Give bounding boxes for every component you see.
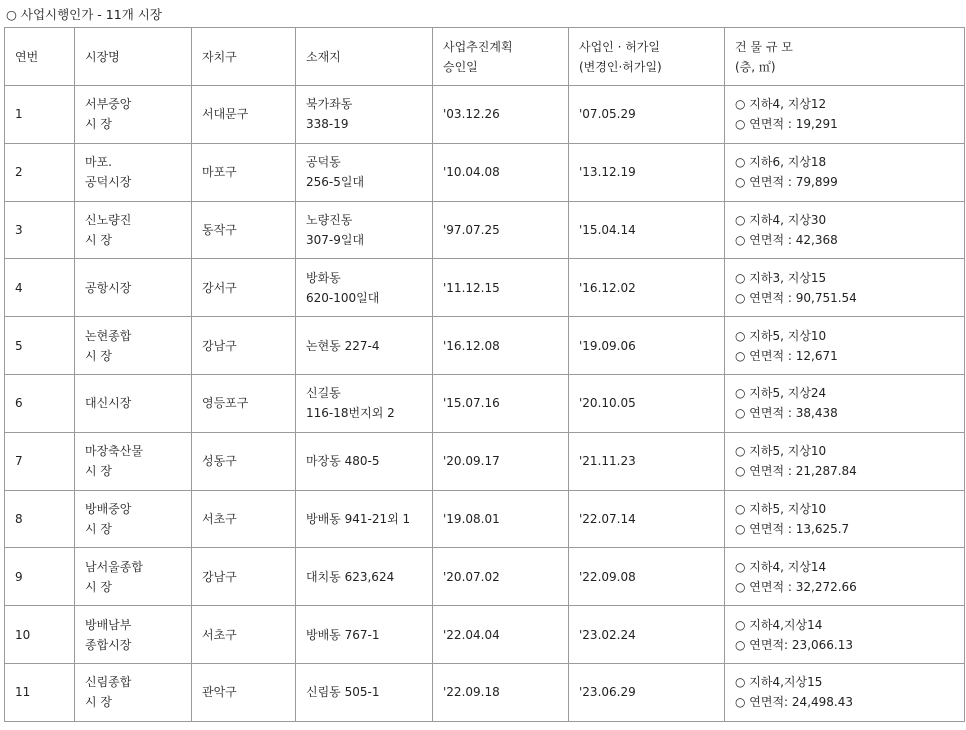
market-name-line: 시 장 xyxy=(85,232,112,247)
table-row xyxy=(5,548,965,606)
table-row xyxy=(5,606,965,664)
address-line: 대치동 623,624 xyxy=(306,569,395,584)
market-name-line: 공항시장 xyxy=(85,280,132,295)
cell-building-scale xyxy=(725,432,965,490)
scale-line: ○ 연면적 : 13,625.7 xyxy=(735,521,850,536)
address-line: 신림동 505-1 xyxy=(306,685,380,700)
cell-building-scale xyxy=(725,201,965,259)
cell-no: 9 xyxy=(5,548,75,606)
scale-line: ○ 연면적 : 79,899 xyxy=(735,175,838,190)
table-row xyxy=(5,374,965,432)
cell-building-scale xyxy=(725,374,965,432)
cell-district: 성동구 xyxy=(192,432,296,490)
cell-district: 서초구 xyxy=(192,490,296,548)
market-name-line: 공덕시장 xyxy=(85,175,132,190)
address-line: 방배동 767-1 xyxy=(306,627,380,642)
header-market: 시장명 xyxy=(75,28,192,86)
cell-approval-date: '16.12.08 xyxy=(433,317,569,375)
header-permit-line: (변경인·허가일) xyxy=(579,59,662,74)
market-name-line: 서부중앙 xyxy=(85,97,132,112)
address-line: 노량진동 xyxy=(306,212,353,227)
scale-line: ○ 연면적 : 90,751.54 xyxy=(735,290,857,305)
scale-line: ○ 지하5, 지상10 xyxy=(735,444,827,459)
header-scale xyxy=(725,28,965,86)
table-row xyxy=(5,259,965,317)
market-name-line: 시 장 xyxy=(85,521,112,536)
cell-approval-date: '20.07.02 xyxy=(433,548,569,606)
address-line: 256-5일대 xyxy=(306,175,365,190)
header-approval-line: 사업추진계획 xyxy=(443,39,513,54)
cell-permit-date: '13.12.19 xyxy=(569,143,725,201)
header-no: 연번 xyxy=(5,28,75,86)
scale-line: ○ 연면적 : 12,671 xyxy=(735,348,838,363)
cell-market xyxy=(75,317,192,375)
cell-building-scale xyxy=(725,490,965,548)
cell-permit-date: '22.07.14 xyxy=(569,490,725,548)
scale-line: ○ 연면적 : 19,291 xyxy=(735,117,838,132)
cell-market xyxy=(75,86,192,144)
table-row xyxy=(5,143,965,201)
cell-approval-date: '22.09.18 xyxy=(433,663,569,721)
cell-no: 2 xyxy=(5,143,75,201)
address-line: 논현동 227-4 xyxy=(306,338,380,353)
cell-market xyxy=(75,432,192,490)
cell-approval-date: '20.09.17 xyxy=(433,432,569,490)
cell-market xyxy=(75,663,192,721)
market-name-line: 시 장 xyxy=(85,579,112,594)
address-line: 620-100일대 xyxy=(306,290,380,305)
cell-market xyxy=(75,143,192,201)
scale-line: ○ 지하4, 지상14 xyxy=(735,559,827,574)
cell-building-scale xyxy=(725,606,965,664)
cell-building-scale xyxy=(725,259,965,317)
cell-building-scale xyxy=(725,86,965,144)
header-approval xyxy=(433,28,569,86)
address-line: 방배동 941-21외 1 xyxy=(306,511,411,526)
cell-district: 관악구 xyxy=(192,663,296,721)
scale-line: ○ 지하4, 지상12 xyxy=(735,97,827,112)
address-line: 공덕동 xyxy=(306,155,341,170)
cell-permit-date: '21.11.23 xyxy=(569,432,725,490)
cell-approval-date: '11.12.15 xyxy=(433,259,569,317)
cell-permit-date: '15.04.14 xyxy=(569,201,725,259)
scale-line: ○ 지하5, 지상10 xyxy=(735,328,827,343)
cell-no: 8 xyxy=(5,490,75,548)
market-name-line: 대신시장 xyxy=(85,396,132,411)
table-caption: ○ 사업시행인가 - 11개 시장 xyxy=(6,7,162,22)
cell-address xyxy=(296,259,433,317)
table-row xyxy=(5,317,965,375)
cell-address xyxy=(296,374,433,432)
cell-district: 강서구 xyxy=(192,259,296,317)
scale-line: ○ 연면적: 24,498.43 xyxy=(735,695,853,710)
header-permit-line: 사업인 · 허가일 xyxy=(579,39,660,54)
cell-building-scale xyxy=(725,663,965,721)
scale-line: ○ 지하5, 지상24 xyxy=(735,386,827,401)
market-table xyxy=(4,27,965,722)
market-name-line: 마장축산물 xyxy=(85,444,143,459)
cell-approval-date: '15.07.16 xyxy=(433,374,569,432)
address-line: 방화동 xyxy=(306,270,341,285)
cell-district: 마포구 xyxy=(192,143,296,201)
cell-address xyxy=(296,317,433,375)
cell-building-scale xyxy=(725,548,965,606)
cell-district: 서초구 xyxy=(192,606,296,664)
header-scale-line: (층, ㎡) xyxy=(735,59,776,74)
scale-line: ○ 지하4,지상15 xyxy=(735,675,823,690)
scale-line: ○ 지하4, 지상30 xyxy=(735,212,827,227)
cell-permit-date: '19.09.06 xyxy=(569,317,725,375)
cell-market xyxy=(75,606,192,664)
cell-approval-date: '10.04.08 xyxy=(433,143,569,201)
scale-line: ○ 연면적 : 32,272.66 xyxy=(735,579,857,594)
cell-address xyxy=(296,201,433,259)
market-name-line: 시 장 xyxy=(85,464,112,479)
table-row xyxy=(5,201,965,259)
scale-line: ○ 연면적 : 38,438 xyxy=(735,406,838,421)
cell-permit-date: '07.05.29 xyxy=(569,86,725,144)
header-address: 소재지 xyxy=(296,28,433,86)
market-name-line: 신노량진 xyxy=(85,212,132,227)
cell-approval-date: '97.07.25 xyxy=(433,201,569,259)
cell-permit-date: '23.06.29 xyxy=(569,663,725,721)
scale-line: ○ 연면적 : 42,368 xyxy=(735,232,838,247)
cell-market xyxy=(75,259,192,317)
scale-line: ○ 지하4,지상14 xyxy=(735,617,823,632)
cell-market xyxy=(75,548,192,606)
cell-no: 4 xyxy=(5,259,75,317)
cell-market xyxy=(75,490,192,548)
market-name-line: 시 장 xyxy=(85,348,112,363)
cell-address xyxy=(296,663,433,721)
header-scale-line: 건 물 규 모 xyxy=(735,39,793,54)
cell-no: 1 xyxy=(5,86,75,144)
cell-approval-date: '22.04.04 xyxy=(433,606,569,664)
address-line: 307-9일대 xyxy=(306,232,365,247)
cell-address xyxy=(296,86,433,144)
scale-line: ○ 연면적 : 21,287.84 xyxy=(735,464,857,479)
cell-address xyxy=(296,606,433,664)
cell-no: 10 xyxy=(5,606,75,664)
cell-district: 서대문구 xyxy=(192,86,296,144)
market-name-line: 방배남부 xyxy=(85,617,132,632)
cell-district: 강남구 xyxy=(192,317,296,375)
cell-permit-date: '20.10.05 xyxy=(569,374,725,432)
market-name-line: 종합시장 xyxy=(85,637,132,652)
cell-permit-date: '16.12.02 xyxy=(569,259,725,317)
market-name-line: 시 장 xyxy=(85,117,112,132)
cell-no: 11 xyxy=(5,663,75,721)
header-permit xyxy=(569,28,725,86)
cell-address xyxy=(296,548,433,606)
cell-district: 동작구 xyxy=(192,201,296,259)
cell-permit-date: '22.09.08 xyxy=(569,548,725,606)
scale-line: ○ 지하5, 지상10 xyxy=(735,501,827,516)
address-line: 북가좌동 xyxy=(306,97,353,112)
cell-permit-date: '23.02.24 xyxy=(569,606,725,664)
market-name-line: 신림종합 xyxy=(85,675,132,690)
cell-building-scale xyxy=(725,143,965,201)
address-line: 338-19 xyxy=(306,117,349,132)
header-approval-line: 승인일 xyxy=(443,59,478,74)
cell-address xyxy=(296,143,433,201)
cell-no: 6 xyxy=(5,374,75,432)
market-name-line: 방배중앙 xyxy=(85,501,132,516)
cell-building-scale xyxy=(725,317,965,375)
cell-no: 5 xyxy=(5,317,75,375)
header-district: 자치구 xyxy=(192,28,296,86)
address-line: 신길동 xyxy=(306,386,341,401)
address-line: 마장동 480-5 xyxy=(306,454,380,469)
cell-market xyxy=(75,374,192,432)
header-row xyxy=(5,28,965,86)
scale-line: ○ 지하6, 지상18 xyxy=(735,155,827,170)
cell-address xyxy=(296,490,433,548)
cell-approval-date: '03.12.26 xyxy=(433,86,569,144)
scale-line: ○ 지하3, 지상15 xyxy=(735,270,827,285)
cell-no: 7 xyxy=(5,432,75,490)
cell-market xyxy=(75,201,192,259)
cell-no: 3 xyxy=(5,201,75,259)
market-name-line: 남서울종합 xyxy=(85,559,143,574)
market-name-line: 시 장 xyxy=(85,695,112,710)
table-row xyxy=(5,86,965,144)
cell-district: 강남구 xyxy=(192,548,296,606)
market-name-line: 논현종합 xyxy=(85,328,132,343)
scale-line: ○ 연면적: 23,066.13 xyxy=(735,637,853,652)
table-row xyxy=(5,490,965,548)
cell-address xyxy=(296,432,433,490)
address-line: 116-18번지외 2 xyxy=(306,406,395,421)
cell-district: 영등포구 xyxy=(192,374,296,432)
table-row xyxy=(5,432,965,490)
cell-approval-date: '19.08.01 xyxy=(433,490,569,548)
market-name-line: 마포. xyxy=(85,155,112,170)
table-row xyxy=(5,663,965,721)
